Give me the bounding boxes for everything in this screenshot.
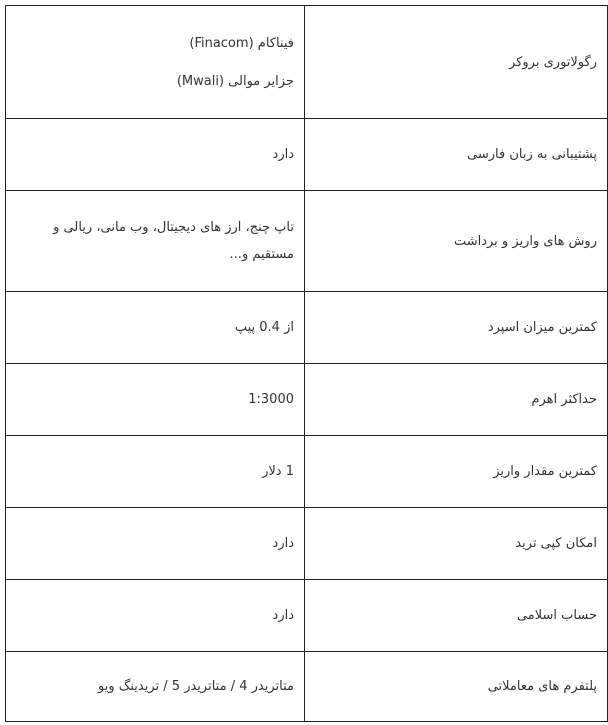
- table-row: [6, 508, 608, 580]
- row-label: روش های واریز و برداشت: [305, 191, 608, 292]
- row-value: 1 دلار: [6, 436, 305, 508]
- row-label: پلتفرم های معاملاتی: [305, 652, 608, 722]
- row-label: پشتیبانی به زبان فارسی: [305, 119, 608, 191]
- table-row: [6, 652, 608, 722]
- row-value: 1:3000: [6, 364, 305, 436]
- row-label: حساب اسلامی: [305, 580, 608, 652]
- table-row: [6, 191, 608, 292]
- row-value: دارد: [6, 508, 305, 580]
- table-row: [6, 580, 608, 652]
- table-row: [6, 292, 608, 364]
- table-row: [6, 436, 608, 508]
- broker-info-table: [5, 5, 608, 722]
- row-label: حداکثر اهرم: [305, 364, 608, 436]
- regulator-value-line: فیناکام (Finacom): [189, 35, 294, 51]
- row-value: از 0.4 پیپ: [6, 292, 305, 364]
- table-row: [6, 119, 608, 191]
- row-value: دارد: [6, 580, 305, 652]
- row-value: متاتریدر 4 / متاتریدر 5 / تریدینگ ویو: [6, 652, 305, 722]
- table-row: [6, 6, 608, 119]
- regulator-value-line: جزایر موالی (Mwali): [176, 73, 294, 89]
- row-value: تاپ چنج، ارز های دیجیتال، وب مانی، ریالی و مستقیم و...: [6, 191, 305, 292]
- row-value: دارد: [6, 119, 305, 191]
- row-value: [6, 6, 305, 119]
- row-label: رگولاتوری بروکر: [305, 6, 608, 119]
- row-label: کمترین میزان اسپرد: [305, 292, 608, 364]
- table-row: [6, 364, 608, 436]
- row-label: امکان کپی ترید: [305, 508, 608, 580]
- row-label: کمترین مقدار واریز: [305, 436, 608, 508]
